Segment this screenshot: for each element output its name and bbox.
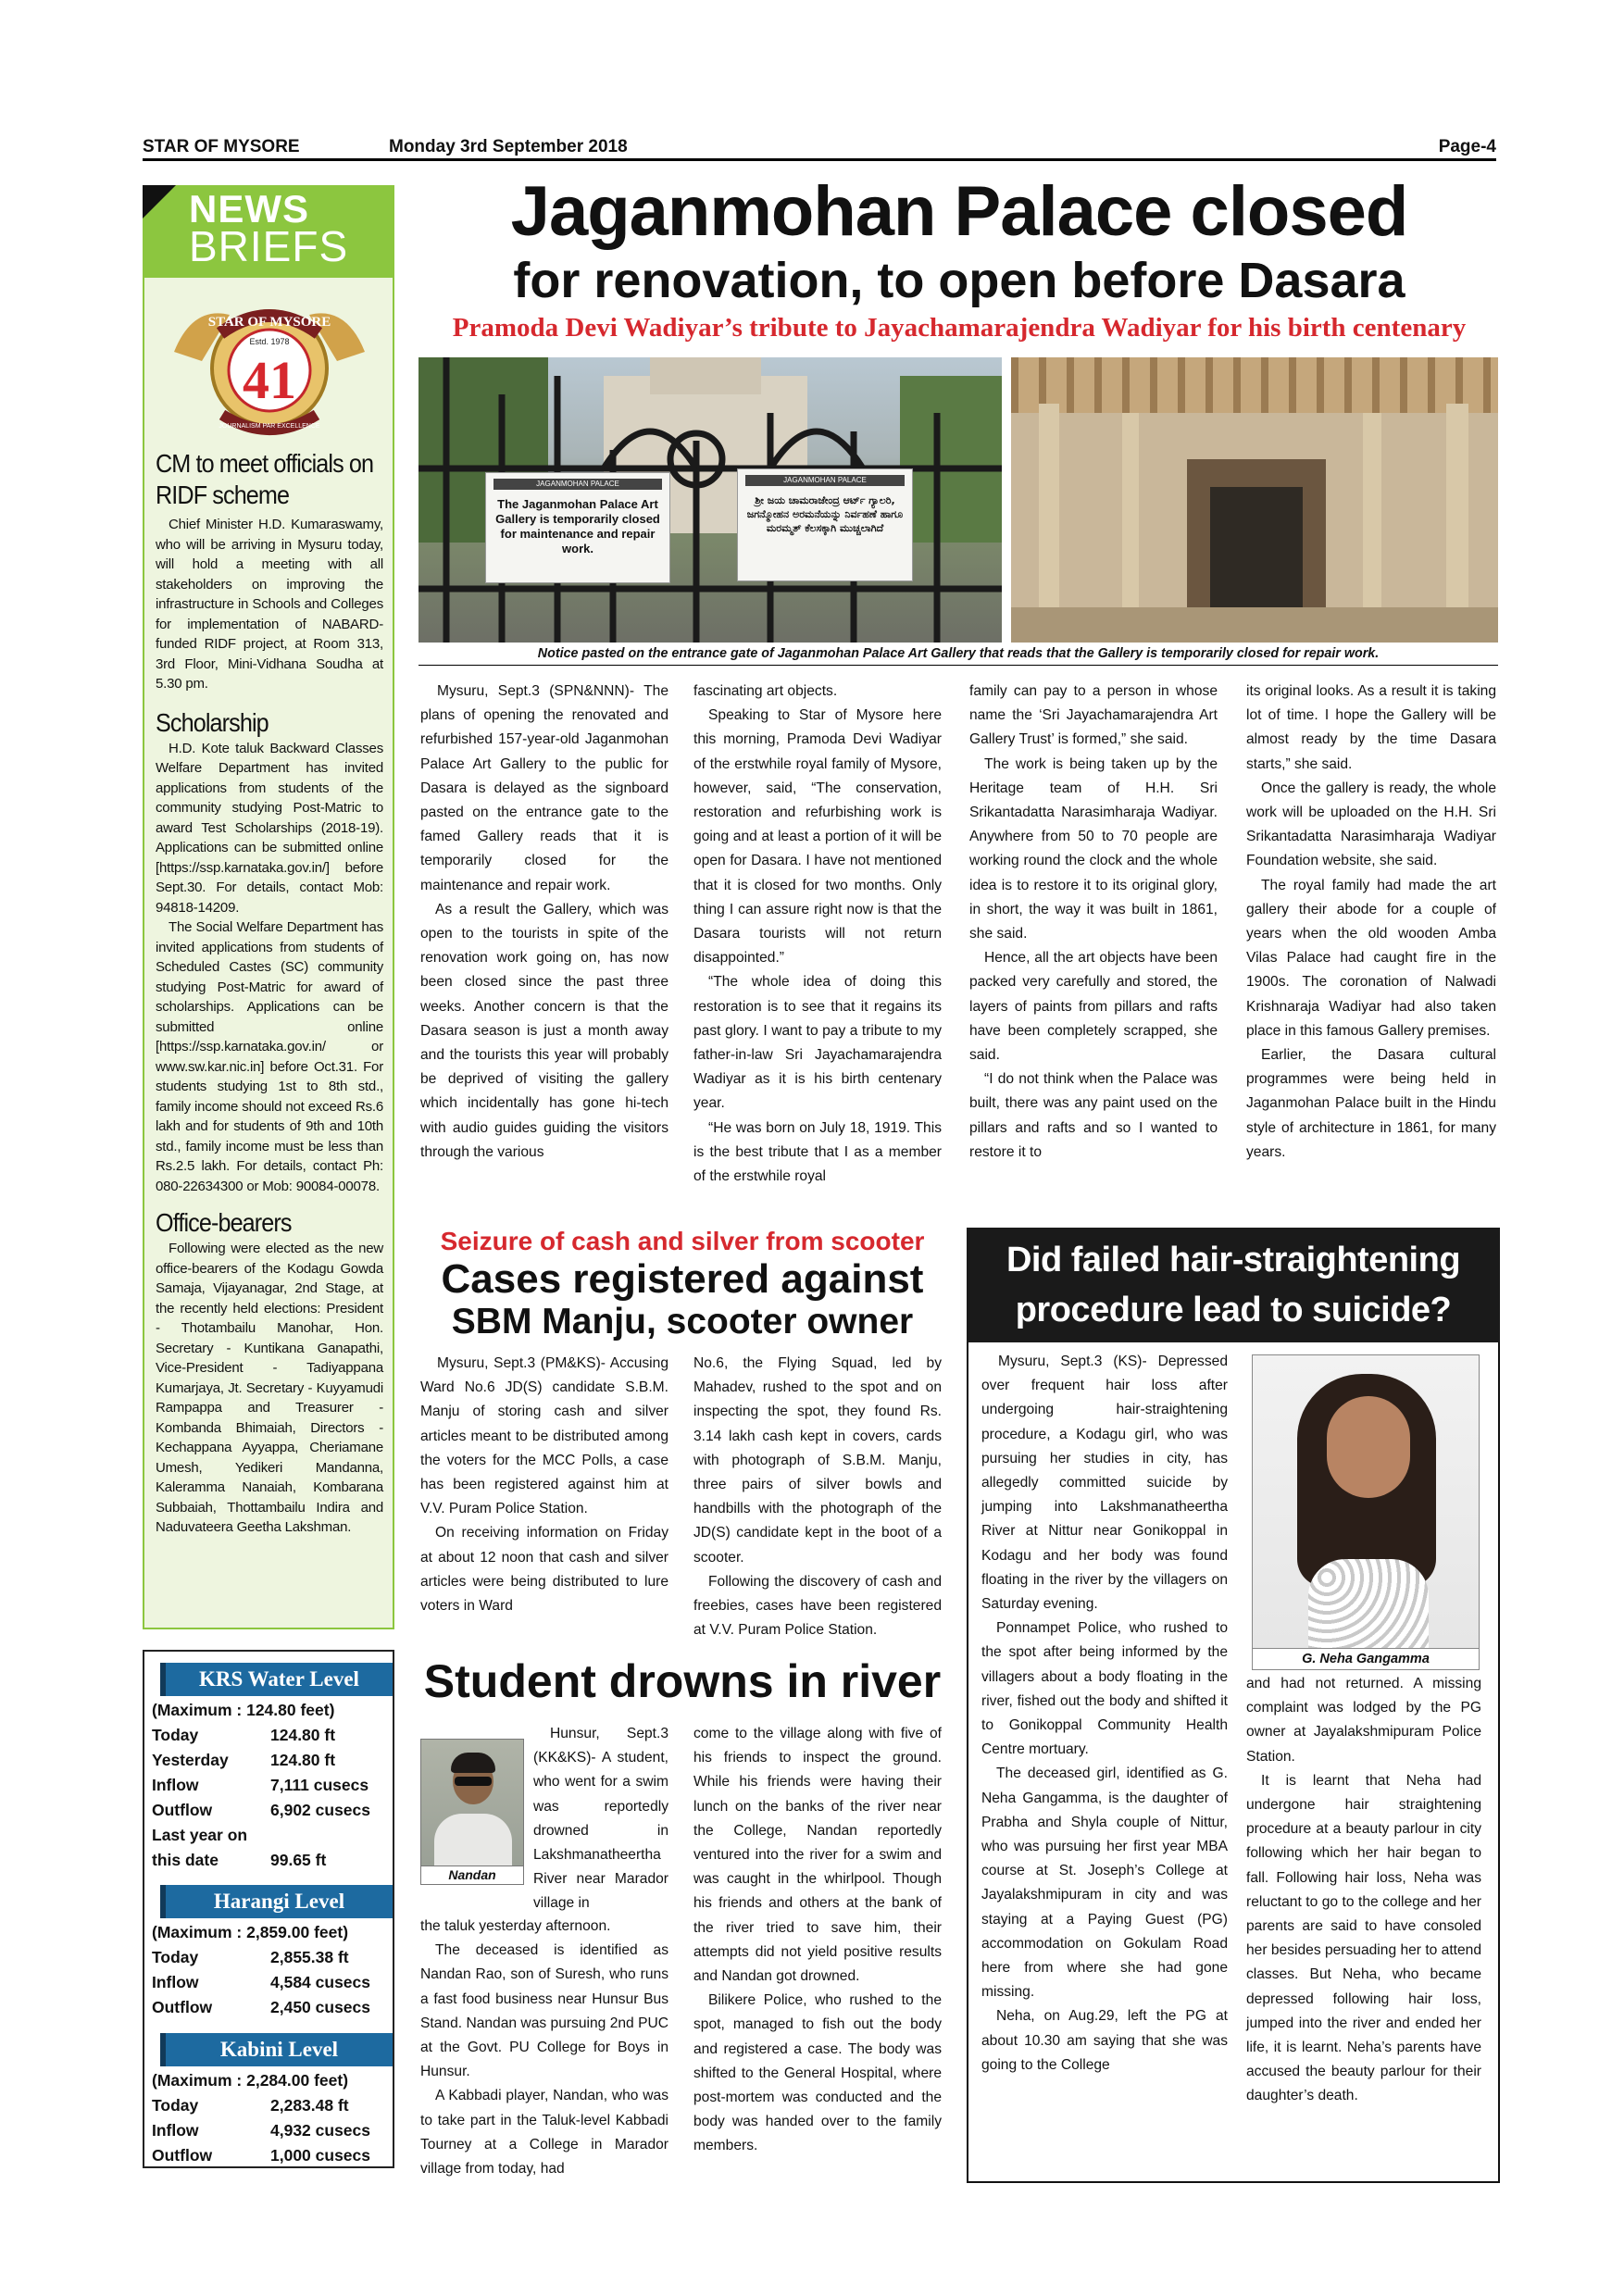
harangi-level — [143, 1885, 394, 2020]
seizure-column-1 — [420, 1352, 668, 1618]
seizure-headline: Cases registered against — [441, 1256, 924, 1302]
ceiling-rafters — [1011, 357, 1498, 413]
seizure-para: On receiving information on Friday at about 12 noon that cash and silver articles were being distributed to lure voters in Ward — [420, 1525, 668, 1615]
lead-headline: Jaganmohan Palace closed — [510, 172, 1408, 251]
harangi-title: Harangi Level — [166, 1885, 393, 1918]
lead-para: fascinating art objects. — [693, 683, 838, 699]
kabini-title: Kabini Level — [166, 2033, 393, 2066]
drowns-para: The deceased is identified as Nandan Rao, son of Suresh, who runs a fast food business near Hunsur Bus Stand. Nandan was pursuing 2nd PUC at the Govt. PU College for Boys in Hunsur. — [420, 1942, 668, 2080]
notice-kn-text: ಶ್ರೀ ಜಯ ಚಾಮರಾಜೇಂದ್ರ ಆರ್ಟ್ ಗ್ಯಾಲರಿ, ಜಗನ್ಮೋಹನ ಅರಮನೆಯನ್ನು ನಿರ್ವಹಣೆ ಹಾಗೂ ಮರಮ್ಮತ್ ಕೆಲಸಕ್ಕಾಗಿ ಮುಚ್ಚಲಾಗಿದೆ — [746, 494, 904, 534]
seizure-para: No.6, the Flying Squad, led by Mahadev, rushed to the spot and on inspecting the spot, they found Rs. 3.14 lakh cash kept in covers, cards with photograph of S.B.M. Manju, three pairs of silver bowls and handbills with the photograph of the JD(S) candidate kept in the boot of a scooter. — [693, 1355, 942, 1566]
seizure-subheadline: SBM Manju, scooter owner — [451, 1302, 914, 1341]
hair-para: It is learnt that Neha had undergone hair straightening procedure at a beauty parlour in city following which her hair began to fall. Following hair loss, Neha was reluctant to go to the college and her parents are said to have consoled her besides persuading her to attend classes. But Neha, who became depressed following hair loss, jumped into the river and ended her life, it is learnt. Neha’s parents have accused the beauty parlour for their daughter’s death. — [1246, 1772, 1482, 2104]
neha-photo — [1252, 1354, 1480, 1649]
neha-caption: G. Neha Gangamma — [1252, 1649, 1480, 1670]
news-briefs-badge — [143, 185, 394, 278]
seizure-column-2 — [693, 1352, 942, 1642]
seizure-para: Mysuru, Sept.3 (PM&KS)- Accusing Ward No.6 JD(S) candidate S.B.M. Manju of storing cash and silver articles meant to be distributed among the voters for the MCC Polls, a case has been registered against him at V.V. Puram Police Station. — [420, 1355, 668, 1517]
lead-para: “He was born on July 18, 1919. This is the best tribute that I as a member of the erstwhile royal — [693, 1119, 942, 1185]
badge-briefs: BRIEFS — [189, 222, 349, 270]
harangi-max: (Maximum : 2,859.00 feet) — [152, 1923, 349, 1941]
harangi-row: Today 2,855.38 ft — [152, 1948, 349, 1966]
logo-ring-text: STAR OF MYSORE — [207, 315, 331, 330]
krs-row: Outflow 6,902 cusecs — [152, 1801, 371, 1819]
drowns-para: Bilikere Police, who rushed to the spot, managed to fish out the body and registered a case. The body was shifted to the General Hospital, where post-mortem was conducted and the body was handed over to the family members. — [693, 1992, 942, 2154]
notice-kn-title: JAGANMOHAN PALACE — [745, 475, 905, 486]
kabini-row: Today 2,283.48 ft — [152, 2096, 349, 2115]
lead-para: Speaking to Star of Mysore here this morning, Pramoda Devi Wadiyar of the erstwhile royal family of Mysore, however, said, “The conservation, restoration and refurbishing work is going and at least a portion of it will be open for Dasara. I have not mentioned that it is closed for two months. Only thing I can assure right now is that the Dasara tourists will not return disappointed.” — [693, 707, 942, 967]
photo-caption: Notice pasted on the entrance gate of Jaganmohan Palace Art Gallery that reads that the Gallery is temporarily closed for repair work. — [418, 645, 1498, 666]
lead-para: family can pay to a person in whose name the ‘Sri Jayachamarajendra Art Gallery Trust’ is formed,” she said. — [969, 683, 1218, 748]
krs-last-year-label: Last year on — [152, 1826, 248, 1844]
notice-en-text: The Jaganmohan Palace Art Gallery is temporarily closed for maintenance and repair work. — [495, 497, 660, 555]
lead-kicker: Pramoda Devi Wadiyar’s tribute to Jayachamarajendra Wadiyar for his birth centenary — [452, 313, 1467, 343]
brief-para: Following were elected as the new office-bearers of the Kodagu Gowda Samaja, Vijayanagar, 2nd Stage, at the recently held elections: President - Thotambailu Manohar, Hon. Secretary - Kuntikana Ganapathi, Vice-President - Tadiyappana Kumarjaya, Jt. Secretary - Kuyyamudi Rampappa and Treasurer - Kombanda Bhimaiah, Directors - Kechappana Ayyappa, Cheriamane Umesh, Yedikeri Mandanna, Kaleramma Nanaiah, Kombarana Subbaiah, Thottambailu Indira and Naduvateera Geetha Lakshman. — [156, 1241, 383, 1535]
drowns-para: come to the village along with five of his friends to inspect the ground. While his friends were having their lunch on the banks of the river near the College, Nandan reportedly ventured into the river for a swim and was caught in the whirlpool. Though his friends and others at the bank of the river tried to save him, their attempts did not yield positive results and Nandan got drowned. — [693, 1726, 942, 1985]
hair-column-2 — [1246, 1672, 1481, 2109]
notice-kannada — [737, 468, 913, 581]
hair-para: and had not returned. A missing complaint was lodged by the PG owner at Jayalakshmipuram Police Station. — [1246, 1676, 1481, 1765]
drowns-column-2 — [693, 1722, 942, 2159]
hair-para: Mysuru, Sept.3 (KS)- Depressed over frequent hair loss after undergoing hair-straightening procedure, a Kodagu girl, who was pursuing her studies in city, has allegedly committed suicide by jumping into Lakshmanatheertha River at Nittur near Gonikoppal in Kodagu and her body was found floating in the river by the villagers on Saturday evening. — [981, 1354, 1228, 1613]
floor — [1011, 607, 1498, 643]
brief-para: H.D. Kote taluk Backward Classes Welfare Department has invited applications from students of the community studying Post-Matric to award Test Scholarships (2018-19). Applications can be submitted online [https://ssp.karnataka.gov.in/] before Sept.30. For details, contact Mob: 94818-14209. — [156, 740, 383, 916]
hair-para: Ponnampet Police, who rushed to the spot after being informed by the villagers about a body floating in the river, fished out the body and shifted it to Gonikoppal Community Health Centre mortuary. — [981, 1620, 1228, 1758]
hair-headline: Did failed hair-straightening — [1006, 1241, 1461, 1279]
lead-subheadline: for renovation, to open before Dasara — [513, 253, 1405, 308]
anniversary-logo — [165, 287, 374, 443]
drowns-para: the taluk yesterday afternoon. — [420, 1918, 611, 1934]
brief-para: The Social Welfare Department has invited applications from students of Scheduled Castes (SC) community studying Post-Matric for award of scholarships. Applications can be submitted online [https://ssp.karnataka.gov.in/ or www.sw.kar.nic.in] before Oct.31. For students studying 1st to 8th std., family income should not exceed Rs.6 lakh and for students of 9th and 10th std., family income must be less than Rs.2.5 lakh. For details, contact Ph: 080-22634300 or Mob: 90084-00078. — [156, 919, 383, 1194]
logo-estd: Estd. 1978 — [249, 337, 290, 346]
brief-title: Scholarship — [156, 707, 269, 737]
drowns-column-1 — [420, 1915, 668, 2181]
photo-dress — [1308, 1559, 1429, 1649]
krs-row: Yesterday 124.80 ft — [152, 1751, 336, 1769]
seizure-para: Following the discovery of cash and freebies, cases have been registered at V.V. Puram Police Station. — [693, 1573, 942, 1639]
drowns-para: A Kabbadi player, Nandan, who was to take part in the Taluk-level Kabbadi Tourney at a College in Marador village from today, had — [420, 2088, 668, 2177]
brief-para: Chief Minister H.D. Kumaraswamy, who will be arriving in Mysuru today, will hold a meeting with all stakeholders on improving the infrastructure in Schools and Colleges for implementation of NABARD-funded RIDF project, at Room 313, 3rd Floor, Mini-Vidhana Soudha at 5.30 pm. — [156, 517, 383, 692]
brief-title: Office-bearers — [156, 1208, 292, 1237]
nandan-caption: Nandan — [420, 1866, 524, 1885]
lead-para: Mysuru, Sept.3 (SPN&NNN)- The plans of opening the renovated and refurbished 157-year-old Jaganmohan Palace Art Gallery to the public for Dasara is delayed as the signboard pasted on the entrance gate to the famed Gallery reads that it is temporarily closed for the maintenance and repair work. — [420, 683, 668, 893]
lead-para: The work is being taken up by the Heritage team of H.H. Sri Srikantadatta Narasimharaja Wadiyar. Anywhere from 50 to 70 people are working round the clock and the whole idea is to restore it to its original glory, in short, the way it was built in 1861, she said. — [969, 755, 1218, 942]
interior-photo — [1011, 357, 1498, 643]
krs-row: Inflow 7,111 cusecs — [152, 1776, 369, 1794]
hair-subheadline: procedure lead to suicide? — [1015, 1291, 1452, 1329]
brief-3 — [156, 1207, 383, 1538]
brief-2 — [156, 707, 383, 1197]
brief-1 — [156, 448, 383, 694]
krs-water-level — [143, 1663, 394, 1873]
photo-face — [1327, 1396, 1410, 1498]
notice-english — [485, 472, 670, 583]
lead-para: “I do not think when the Palace was built, there was any paint used on the pillars and rafts and so I wanted to restore it to — [969, 1071, 1218, 1160]
kabini-max: (Maximum : 2,284.00 feet) — [152, 2071, 349, 2090]
doorway-dark — [1210, 487, 1303, 607]
krs-title: KRS Water Level — [166, 1663, 393, 1696]
badge-news: NEWS — [189, 187, 309, 231]
lead-para: “The whole idea of doing this restoration is to see that it regains its past glory. I want to pay a tribute to my father-in-law Sri Jayachamarajendra Wadiyar as it is his birth centenary year. — [693, 974, 942, 1112]
harangi-row: Outflow 2,450 cusecs — [152, 1998, 371, 2016]
hair-para: Neha, on Aug.29, left the PG at about 10.30 am saying that she was going to the College — [981, 2008, 1228, 2073]
krs-row: this date 99.65 ft — [152, 1851, 327, 1869]
hair-headline-band — [967, 1228, 1500, 1342]
lead-para: As a result the Gallery, which was open to the tourists in spite of the renovation work going on, has now been closed since the past three weeks. Another concern is that the Dasara season is just a month away and the tourists this year will probably be deprived of visiting the gallery which incidentally has gone hi-tech with audio guides guiding the visitors through the various — [420, 901, 668, 1160]
issue-date: Monday 3rd September 2018 — [389, 137, 628, 156]
lead-para: The royal family had made the art gallery their abode for a couple of years when the old wooden Amba Vilas Palace had caught fire in the 1900s. The coronation of Nalwadi Krishnaraja Wadiyar had also taken place in this famous Gallery premises. — [1246, 877, 1496, 1039]
masthead — [143, 137, 1496, 161]
paper-name: STAR OF MYSORE — [143, 137, 300, 156]
krs-max: (Maximum : 124.80 feet) — [152, 1701, 335, 1719]
logo-motto: JOURNALISM PAR EXCELLENCE — [219, 423, 320, 430]
page-number: Page-4 — [1438, 137, 1496, 156]
lead-para: Hence, all the art objects have been packed very carefully and stored, the layers of paints from pillars and rafts have been completely scrapped, she said. — [969, 950, 1218, 1064]
lead-column-3 — [969, 680, 1218, 1165]
krs-row: Today 124.80 ft — [152, 1726, 336, 1744]
kabini-row: Inflow 4,932 cusecs — [152, 2121, 371, 2140]
notice-en-title: JAGANMOHAN PALACE — [493, 479, 662, 490]
harangi-row: Inflow 4,584 cusecs — [152, 1973, 371, 1991]
hair-column-1 — [981, 1350, 1228, 2078]
lead-column-1 — [420, 680, 668, 1165]
news-briefs-box — [143, 185, 394, 1629]
kabini-level — [143, 2033, 394, 2168]
seizure-kicker: Seizure of cash and silver from scooter — [440, 1227, 925, 1255]
corner-mark — [143, 185, 176, 218]
lead-para: Once the gallery is ready, the whole work will be uploaded on the H.H. Sri Srikantadatta Narasimharaja Wadiyar Foundation website, she said. — [1246, 780, 1496, 869]
lead-para: Earlier, the Dasara cultural programmes were being held in Jaganmohan Palace built in the Hindu style of architecture in 1861, for many years. — [1246, 1047, 1496, 1160]
drowns-headline: Student drowns in river — [423, 1655, 942, 1707]
lead-para: its original looks. As a result it is taking lot of time. I hope the Gallery will be almost ready by the time Dasara starts,” she said. — [1246, 683, 1496, 772]
drowns-para: Hunsur, Sept.3 (KK&KS)- A student, who went for a swim was reportedly drowned in Lakshmanatheertha River near Marador village in — [533, 1726, 668, 1912]
drowns-intro — [420, 1722, 668, 1912]
kabini-row: Outflow 1,000 cusecs — [152, 2146, 371, 2165]
lead-column-4 — [1246, 680, 1496, 1165]
logo-number: 41 — [243, 350, 296, 410]
gate-photo — [418, 357, 1002, 643]
lead-column-2 — [693, 680, 942, 1189]
hair-para: The deceased girl, identified as G. Neha Gangamma, is the daughter of Prabha and Shyla couple of Nittur, who was pursuing her first year MBA course at St. Joseph’s College at Jayalakshmipuram in city and was staying at a Paying Guest (PG) accommodation on Gokulam Road here from where she had gone missing. — [981, 1766, 1228, 2001]
brief-title: CM to meet officials on RIDF scheme — [156, 449, 374, 509]
briefs-list — [156, 448, 383, 1538]
